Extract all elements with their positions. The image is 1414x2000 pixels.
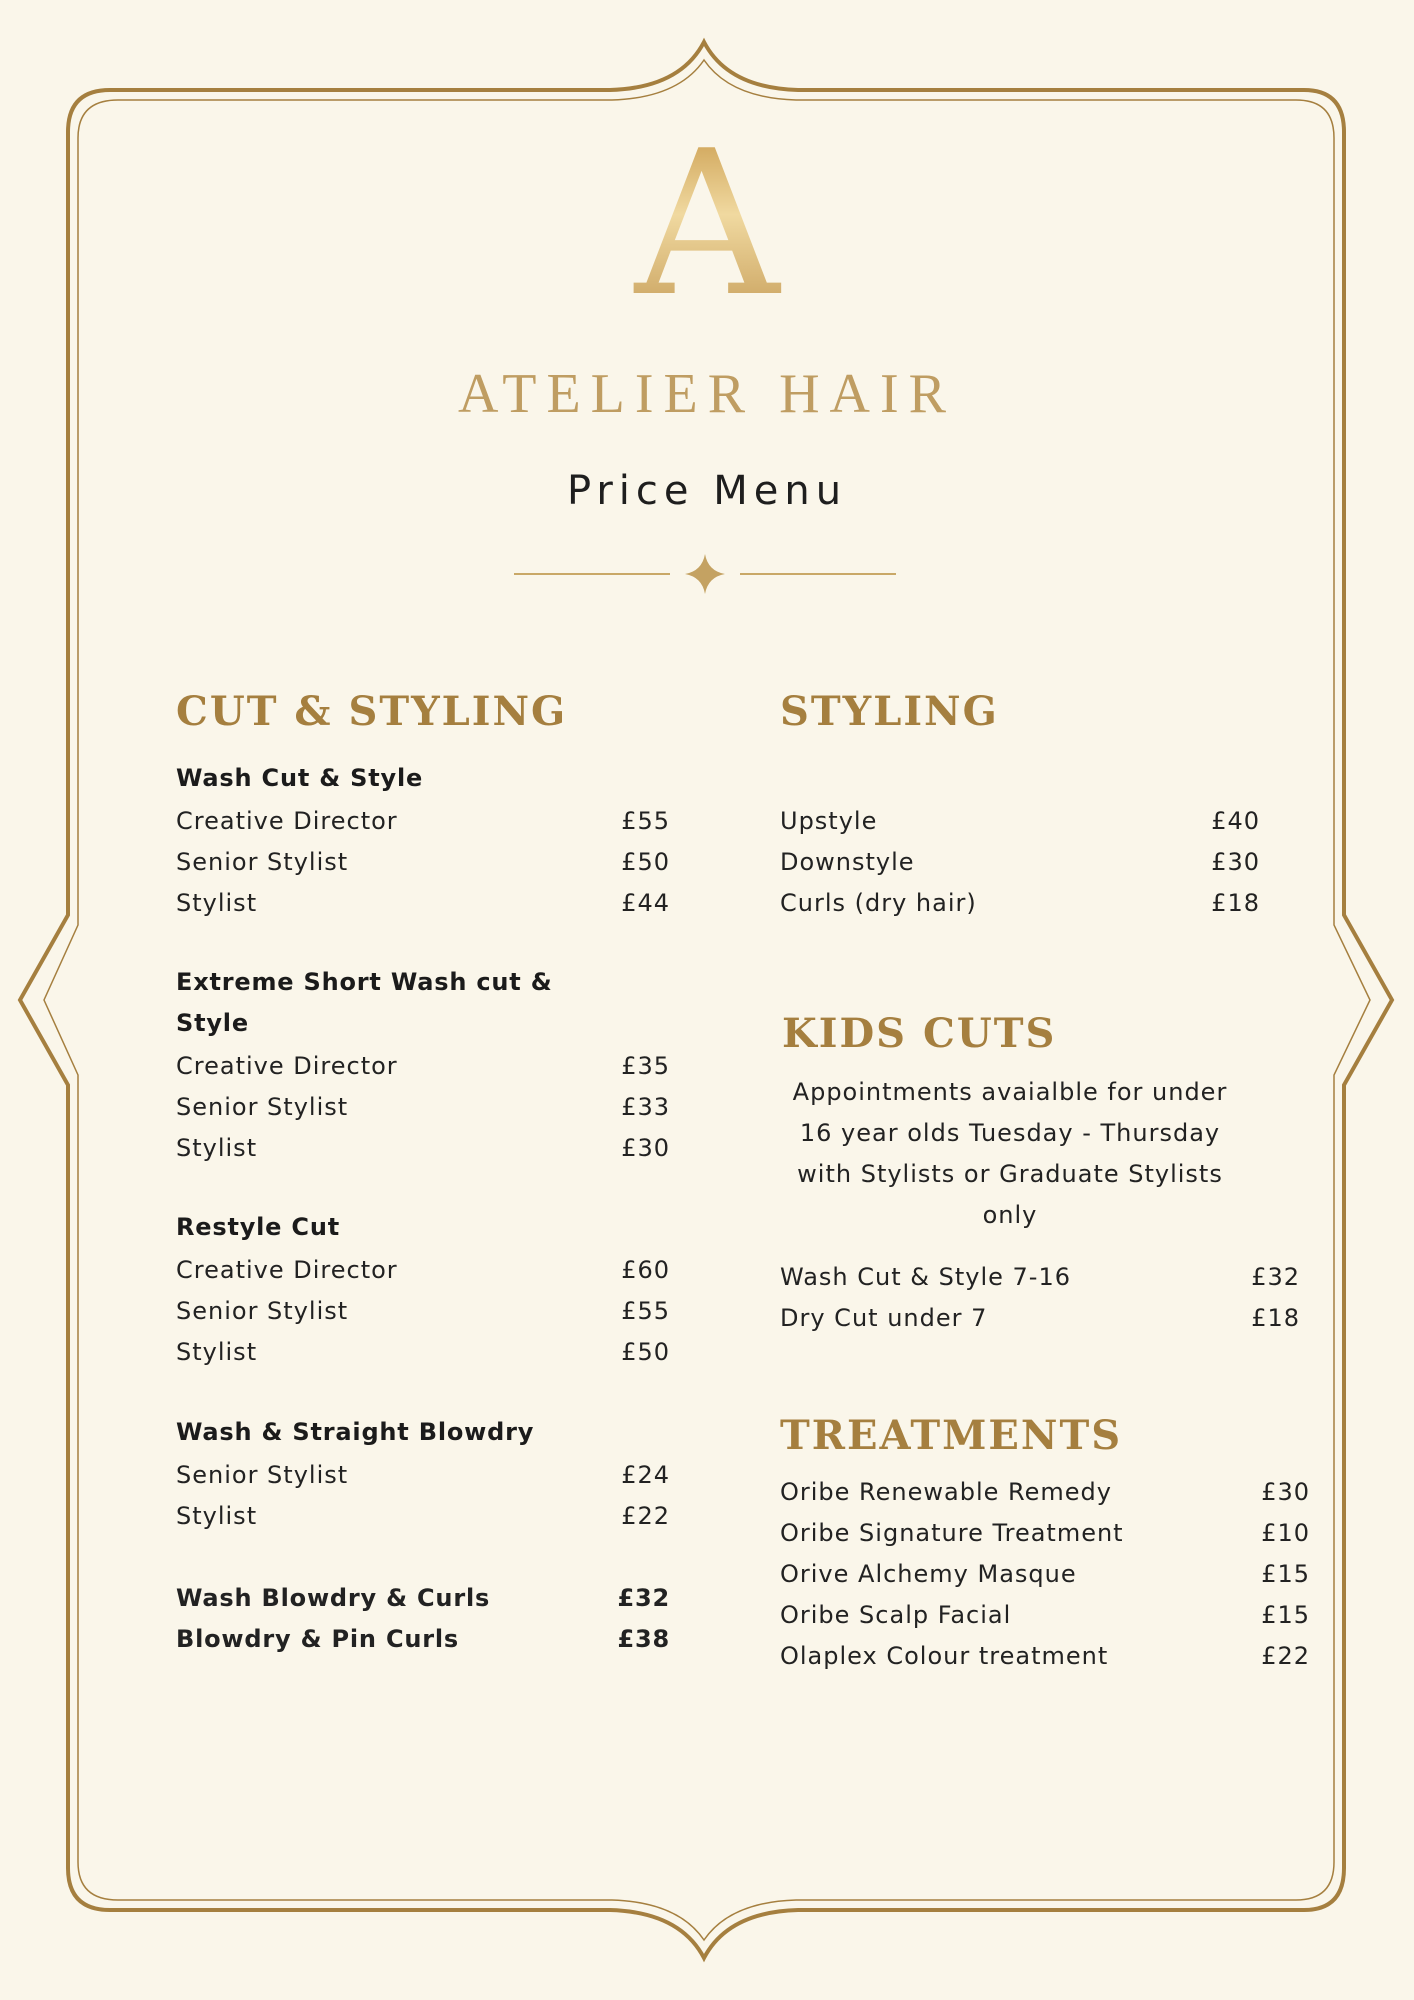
service-price: £50 — [621, 1338, 670, 1366]
service-label: Senior Stylist — [176, 848, 349, 876]
service-price: £50 — [621, 848, 670, 876]
service-price: £44 — [621, 889, 670, 917]
service-price: £32 — [1251, 1263, 1300, 1291]
service-price: £22 — [1261, 1642, 1310, 1670]
brand-name: ATELIER HAIR — [458, 363, 956, 425]
group-heading-extreme-short: Extreme Short Wash cut & — [176, 968, 553, 996]
service-price: £30 — [1211, 848, 1260, 876]
service-label: Downstyle — [780, 848, 915, 876]
service-label: Oribe Renewable Remedy — [780, 1478, 1112, 1506]
service-label: Senior Stylist — [176, 1297, 349, 1325]
price-row — [780, 1554, 1310, 1594]
service-price: £18 — [1211, 889, 1260, 917]
service-price: £60 — [621, 1256, 670, 1284]
price-row — [780, 1513, 1310, 1553]
price-row — [176, 1291, 670, 1331]
service-price: £55 — [621, 1297, 670, 1325]
price-row — [176, 842, 670, 882]
service-price: £10 — [1261, 1519, 1310, 1547]
price-row — [780, 1298, 1300, 1338]
service-label: Senior Stylist — [176, 1093, 349, 1121]
price-row — [176, 883, 670, 923]
price-row-bold — [176, 1619, 670, 1659]
service-price: £33 — [621, 1093, 670, 1121]
price-row — [780, 1472, 1310, 1512]
service-price: £15 — [1261, 1560, 1310, 1588]
service-price: £38 — [617, 1625, 670, 1653]
service-price: £32 — [617, 1584, 670, 1612]
service-label: Stylist — [176, 889, 258, 917]
group-heading-restyle-cut: Restyle Cut — [176, 1213, 340, 1241]
service-label: Creative Director — [176, 807, 398, 835]
four-point-star-icon — [685, 554, 725, 594]
section-title-kids-cuts: KIDS CUTS — [782, 1010, 1057, 1057]
page-title: Price Menu — [566, 468, 848, 514]
section-title-treatments: TREATMENTS — [780, 1412, 1123, 1459]
service-label: Blowdry & Pin Curls — [176, 1625, 459, 1653]
divider-ornament — [510, 552, 900, 596]
service-label: Upstyle — [780, 807, 878, 835]
group-heading-extreme-short-line2: Style — [176, 1009, 249, 1037]
service-label: Wash Cut & Style 7-16 — [780, 1263, 1071, 1291]
service-price: £55 — [621, 807, 670, 835]
price-row — [176, 1455, 670, 1495]
service-price: £18 — [1251, 1304, 1300, 1332]
price-row — [780, 842, 1260, 882]
service-label: Creative Director — [176, 1052, 398, 1080]
price-row — [176, 1332, 670, 1372]
service-price: £22 — [621, 1502, 670, 1530]
service-label: Olaplex Colour treatment — [780, 1642, 1109, 1670]
section-title-styling: STYLING — [780, 688, 999, 735]
price-row — [176, 1046, 670, 1086]
note-line: with Stylists or Graduate Stylists — [797, 1160, 1223, 1188]
service-label: Orive Alchemy Masque — [780, 1560, 1077, 1588]
service-label: Creative Director — [176, 1256, 398, 1284]
service-price: £30 — [1261, 1478, 1310, 1506]
price-row — [780, 883, 1260, 923]
service-label: Senior Stylist — [176, 1461, 349, 1489]
service-price: £24 — [621, 1461, 670, 1489]
group-heading-wash-straight-blowdry: Wash & Straight Blowdry — [176, 1418, 535, 1446]
kids-note — [770, 1072, 1250, 1236]
price-row — [780, 1257, 1300, 1297]
note-line: Appointments avaialble for under — [792, 1078, 1228, 1106]
service-price: £15 — [1261, 1601, 1310, 1629]
group-heading-wash-cut-style: Wash Cut & Style — [176, 764, 424, 792]
section-title-cut-styling: CUT & STYLING — [176, 688, 568, 735]
price-row — [780, 1595, 1310, 1635]
price-row — [176, 1250, 670, 1290]
logo-monogram: A — [0, 120, 1414, 330]
price-row — [176, 1496, 670, 1536]
price-row-bold — [176, 1578, 670, 1618]
service-label: Wash Blowdry & Curls — [176, 1584, 491, 1612]
price-row — [176, 1087, 670, 1127]
price-row — [780, 1636, 1310, 1676]
service-label: Oribe Signature Treatment — [780, 1519, 1124, 1547]
note-line: 16 year olds Tuesday - Thursday — [799, 1119, 1221, 1147]
service-label: Oribe Scalp Facial — [780, 1601, 1012, 1629]
service-price: £40 — [1211, 807, 1260, 835]
note-line: only — [982, 1201, 1038, 1229]
service-label: Stylist — [176, 1338, 258, 1366]
price-row — [780, 801, 1260, 841]
service-label: Dry Cut under 7 — [780, 1304, 988, 1332]
service-price: £35 — [621, 1052, 670, 1080]
service-label: Curls (dry hair) — [780, 889, 977, 917]
price-row — [176, 1128, 670, 1168]
service-price: £30 — [621, 1134, 670, 1162]
service-label: Stylist — [176, 1134, 258, 1162]
price-row — [176, 801, 670, 841]
service-label: Stylist — [176, 1502, 258, 1530]
